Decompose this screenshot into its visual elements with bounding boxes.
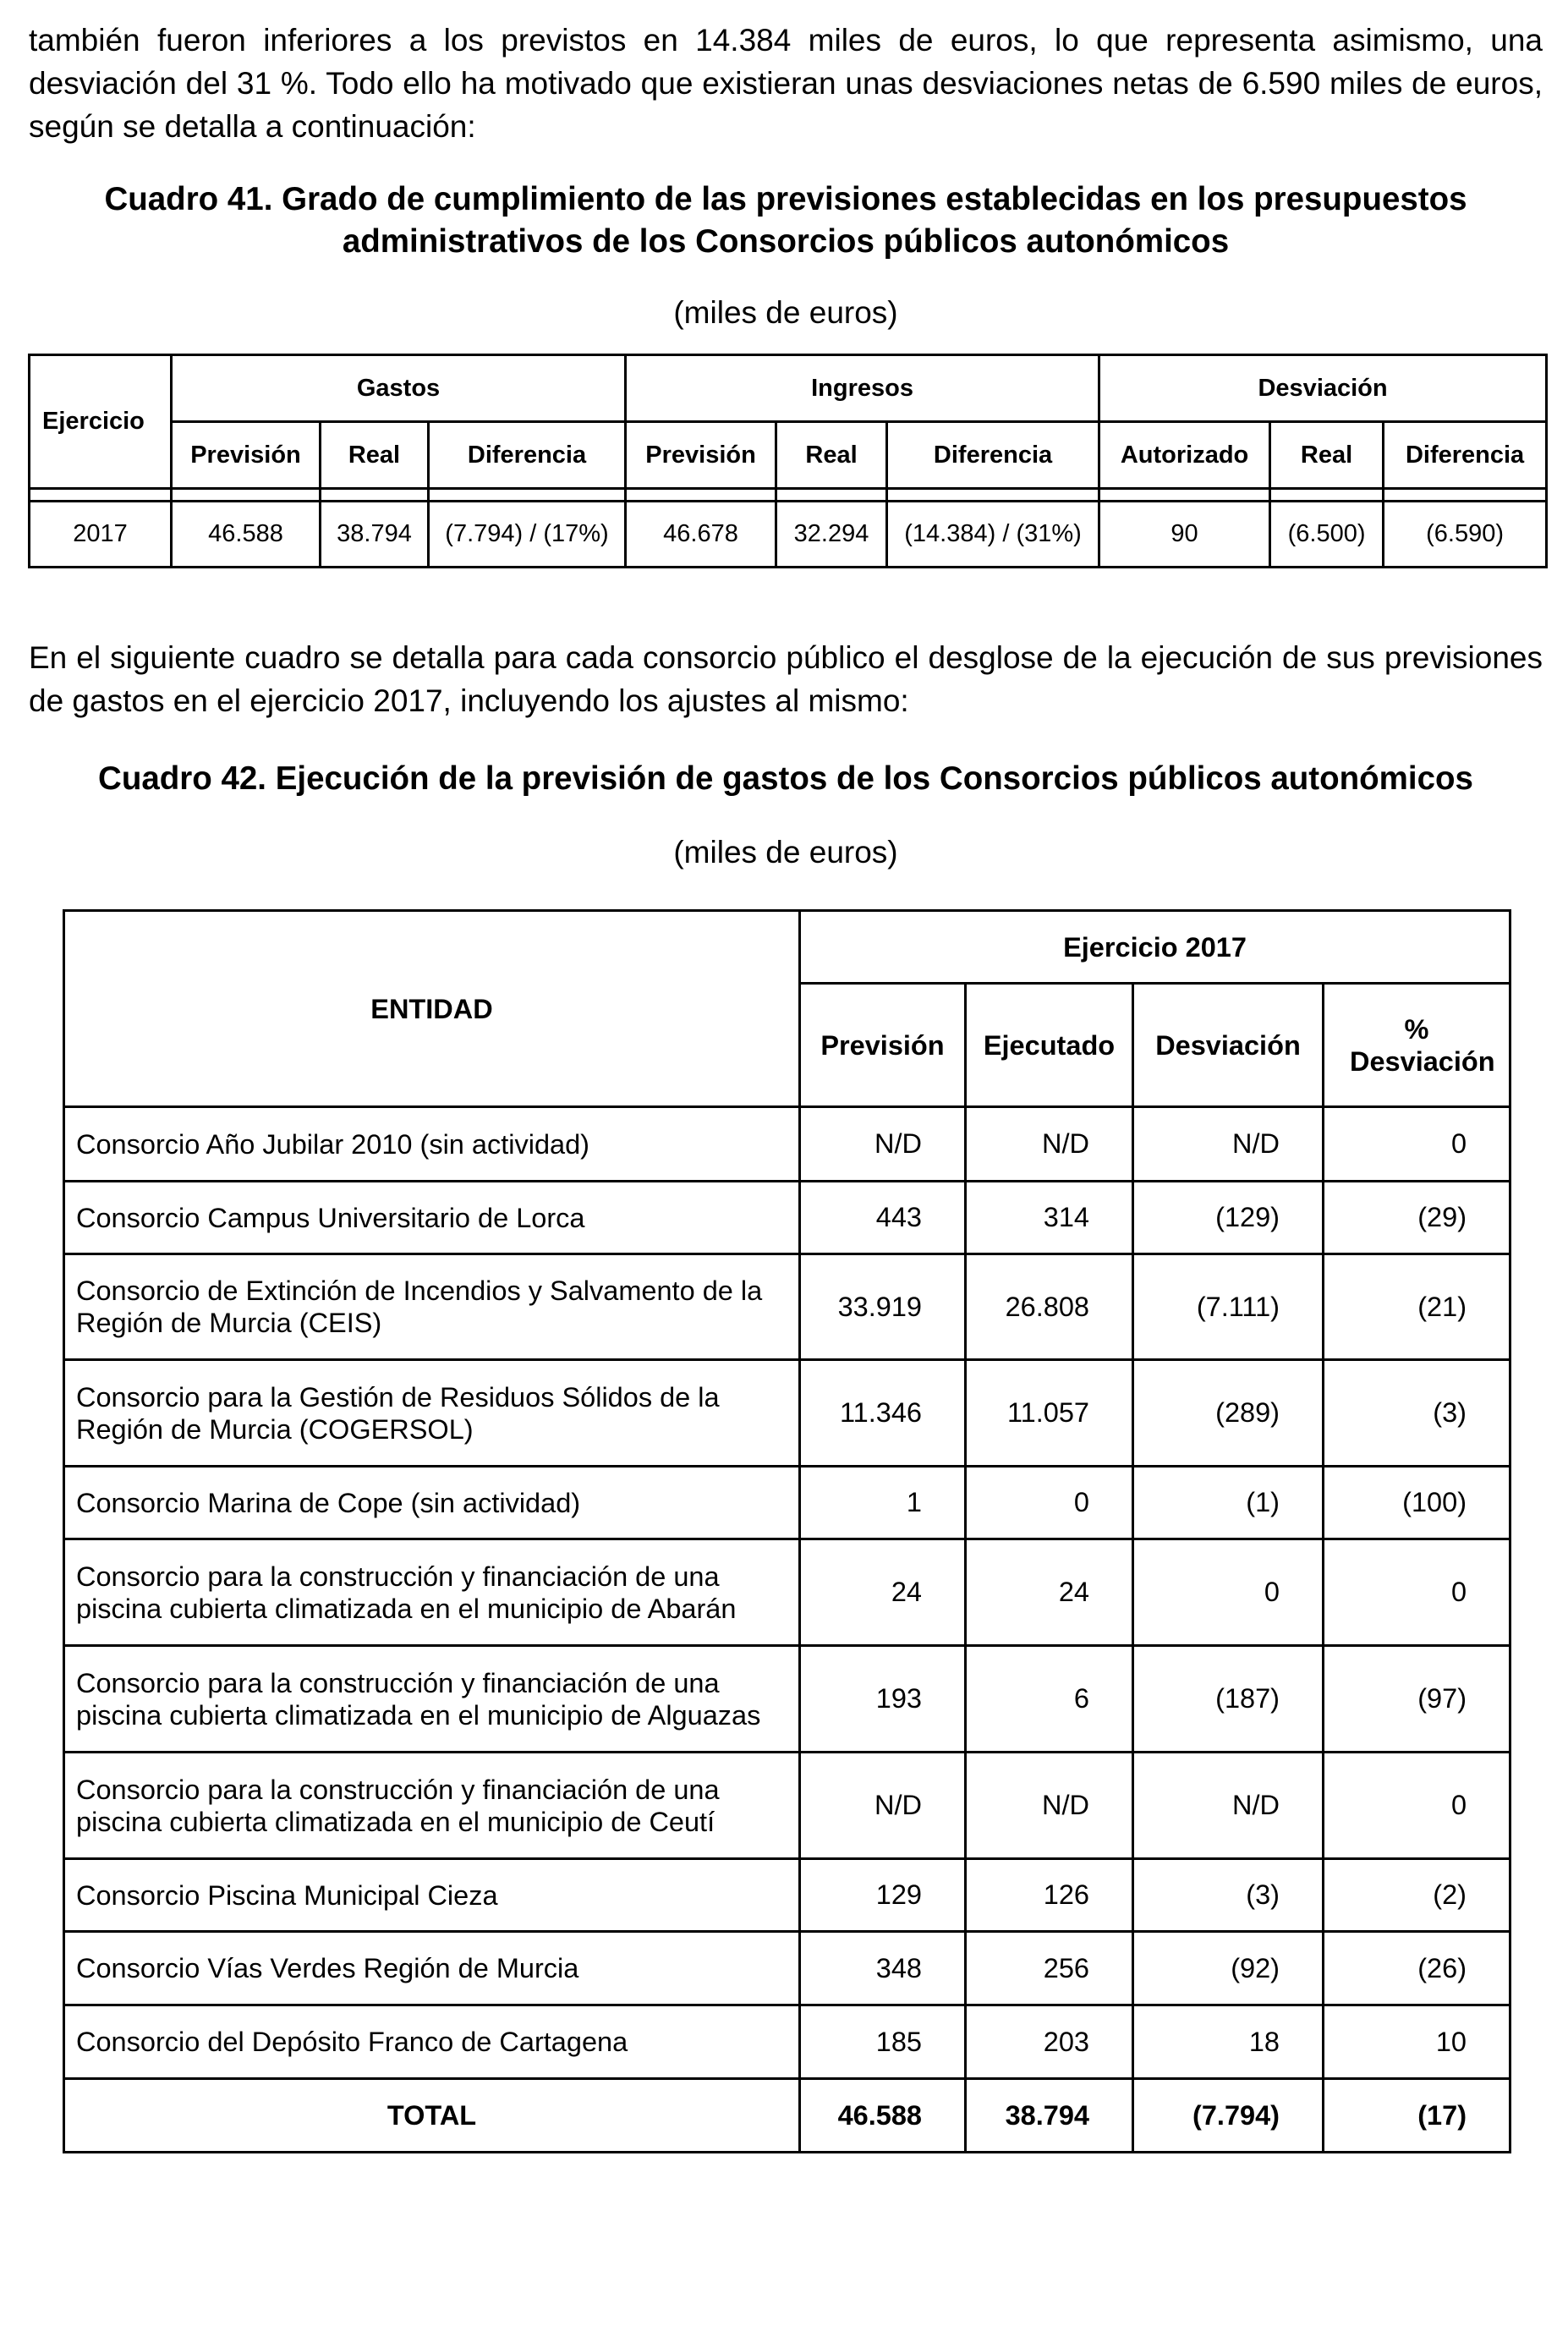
t41-subheader: Real — [776, 422, 887, 489]
value-cell-prevision: 129 — [800, 1859, 966, 1932]
table-41 — [28, 354, 1548, 568]
value-cell-desviacion: 0 — [1133, 1539, 1324, 1646]
t41-cell: (7.794) / (17%) — [429, 502, 626, 568]
total-value-pct: (17) — [1324, 2079, 1510, 2153]
value-cell-pct: (21) — [1324, 1254, 1510, 1360]
value-cell-pct: 10 — [1324, 2005, 1510, 2079]
t41-subheader: Real — [321, 422, 429, 489]
t41-cell: 32.294 — [776, 502, 887, 568]
t41-cell: 38.794 — [321, 502, 429, 568]
entity-name: Consorcio Año Jubilar 2010 (sin actividad) — [64, 1107, 800, 1182]
value-cell-prevision: 24 — [800, 1539, 966, 1646]
t41-cell: (6.590) — [1384, 502, 1547, 568]
value-cell-prevision: 33.919 — [800, 1254, 966, 1360]
table-row — [64, 1254, 1510, 1360]
entity-name: Consorcio para la construcción y financiación de una piscina cubierta climatizada en el municipio de Ceutí — [64, 1753, 800, 1859]
value-cell-pct: (2) — [1324, 1859, 1510, 1932]
value-cell-ejecutado: 11.057 — [966, 1360, 1133, 1467]
value-cell-pct: (100) — [1324, 1467, 1510, 1539]
value-cell-desviacion: (7.111) — [1133, 1254, 1324, 1360]
table-42 — [63, 909, 1511, 2153]
value-cell-desviacion: N/D — [1133, 1753, 1324, 1859]
value-cell-prevision: 1 — [800, 1467, 966, 1539]
table-row — [64, 1107, 1510, 1182]
table-row — [64, 1753, 1510, 1859]
value-cell-desviacion: 18 — [1133, 2005, 1324, 2079]
value-cell-pct: 0 — [1324, 1753, 1510, 1859]
table-row — [64, 1467, 1510, 1539]
value-cell-prevision: 443 — [800, 1182, 966, 1254]
value-cell-pct: 0 — [1324, 1539, 1510, 1646]
entity-name: Consorcio Campus Universitario de Lorca — [64, 1182, 800, 1254]
t41-group-ingresos: Ingresos — [626, 355, 1099, 422]
t41-subheader: Diferencia — [1384, 422, 1547, 489]
value-cell-ejecutado: 203 — [966, 2005, 1133, 2079]
table-row — [64, 1932, 1510, 2005]
t41-data-row — [30, 502, 1547, 568]
value-cell-pct: (97) — [1324, 1646, 1510, 1753]
table-row — [64, 1646, 1510, 1753]
t41-subheader: Previsión — [626, 422, 776, 489]
table41-units: (miles de euros) — [673, 295, 898, 330]
table-row — [64, 1859, 1510, 1932]
entity-name: Consorcio para la construcción y financiación de una piscina cubierta climatizada en el municipio de Alguazas — [64, 1646, 800, 1753]
value-cell-ejecutado: 24 — [966, 1539, 1133, 1646]
value-cell-prevision: 348 — [800, 1932, 966, 2005]
value-cell-prevision: 11.346 — [800, 1360, 966, 1467]
value-cell-desviacion: (289) — [1133, 1360, 1324, 1467]
entity-name: Consorcio Piscina Municipal Cieza — [64, 1859, 800, 1932]
table42-units: (miles de euros) — [673, 835, 898, 870]
t41-cell: 90 — [1099, 502, 1270, 568]
t41-cell: 2017 — [30, 502, 172, 568]
t42-col-header: Ejecutado — [966, 984, 1133, 1107]
value-cell-ejecutado: 6 — [966, 1646, 1133, 1753]
value-cell-desviacion: (129) — [1133, 1182, 1324, 1254]
table-row — [64, 1182, 1510, 1254]
total-label: TOTAL — [64, 2079, 800, 2153]
table-row — [64, 2005, 1510, 2079]
value-cell-ejecutado: 256 — [966, 1932, 1133, 2005]
t41-subheader: Real — [1270, 422, 1384, 489]
t41-cell: (6.500) — [1270, 502, 1384, 568]
value-cell-prevision: N/D — [800, 1107, 966, 1182]
table-row — [64, 1539, 1510, 1646]
entity-name: Consorcio para la Gestión de Residuos Sólidos de la Región de Murcia (COGERSOL) — [64, 1360, 800, 1467]
value-cell-desviacion: (1) — [1133, 1467, 1324, 1539]
table42-caption: Cuadro 42. Ejecución de la previsión de gastos de los Consorcios públicos autonómicos — [98, 760, 1473, 797]
t41-cell: (14.384) / (31%) — [887, 502, 1099, 568]
entity-name: Consorcio Vías Verdes Región de Murcia — [64, 1932, 800, 2005]
second-paragraph: En el siguiente cuadro se detalla para cada consorcio público el desglose de la ejecución de sus previsiones de gastos en el ejercicio 2017, incluyendo los ajustes al mismo: — [29, 640, 1543, 718]
entity-name: Consorcio del Depósito Franco de Cartagena — [64, 2005, 800, 2079]
value-cell-desviacion: (187) — [1133, 1646, 1324, 1753]
entity-name: Consorcio de Extinción de Incendios y Salvamento de la Región de Murcia (CEIS) — [64, 1254, 800, 1360]
t42-entity-header: ENTIDAD — [64, 911, 800, 1107]
value-cell-ejecutado: 314 — [966, 1182, 1133, 1254]
total-value-ejecutado: 38.794 — [966, 2079, 1133, 2153]
value-cell-ejecutado: 126 — [966, 1859, 1133, 1932]
value-cell-desviacion: N/D — [1133, 1107, 1324, 1182]
t42-year-header: Ejercicio 2017 — [800, 911, 1510, 984]
total-value-prevision: 46.588 — [800, 2079, 966, 2153]
t41-row-header: Ejercicio — [30, 355, 172, 489]
entity-name: Consorcio para la construcción y financiación de una piscina cubierta climatizada en el municipio de Abarán — [64, 1539, 800, 1646]
t41-cell: 46.678 — [626, 502, 776, 568]
value-cell-ejecutado: N/D — [966, 1107, 1133, 1182]
t41-cell: 46.588 — [172, 502, 321, 568]
table-row — [64, 1360, 1510, 1467]
value-cell-prevision: 185 — [800, 2005, 966, 2079]
table41-caption: Cuadro 41. Grado de cumplimiento de las previsiones establecidas en los presupuestos administrativos de los Consorcios públicos autonómicos — [104, 181, 1467, 260]
value-cell-desviacion: (92) — [1133, 1932, 1324, 2005]
value-cell-prevision: 193 — [800, 1646, 966, 1753]
total-row — [64, 2079, 1510, 2153]
value-cell-pct: 0 — [1324, 1107, 1510, 1182]
t41-group-desviacion: Desviación — [1099, 355, 1547, 422]
t41-group-gastos: Gastos — [172, 355, 626, 422]
t41-subheader: Autorizado — [1099, 422, 1270, 489]
value-cell-desviacion: (3) — [1133, 1859, 1324, 1932]
t42-col-header: % Desviación — [1324, 984, 1510, 1107]
t41-subheader: Previsión — [172, 422, 321, 489]
t41-subheader: Diferencia — [887, 422, 1099, 489]
entity-name: Consorcio Marina de Cope (sin actividad) — [64, 1467, 800, 1539]
total-value-desviacion: (7.794) — [1133, 2079, 1324, 2153]
value-cell-pct: (3) — [1324, 1360, 1510, 1467]
intro-paragraph: también fueron inferiores a los previstos en 14.384 miles de euros, lo que representa asimismo, una desviación del 31 %. Todo ello ha motivado que existieran unas desviaciones netas de 6.590 miles de euros, según se detalla a continuación: — [29, 23, 1543, 144]
value-cell-ejecutado: 26.808 — [966, 1254, 1133, 1360]
value-cell-ejecutado: N/D — [966, 1753, 1133, 1859]
value-cell-pct: (26) — [1324, 1932, 1510, 2005]
value-cell-ejecutado: 0 — [966, 1467, 1133, 1539]
t42-col-header: Desviación — [1133, 984, 1324, 1107]
t41-subheader: Diferencia — [429, 422, 626, 489]
t42-col-header: Previsión — [800, 984, 966, 1107]
value-cell-pct: (29) — [1324, 1182, 1510, 1254]
value-cell-prevision: N/D — [800, 1753, 966, 1859]
